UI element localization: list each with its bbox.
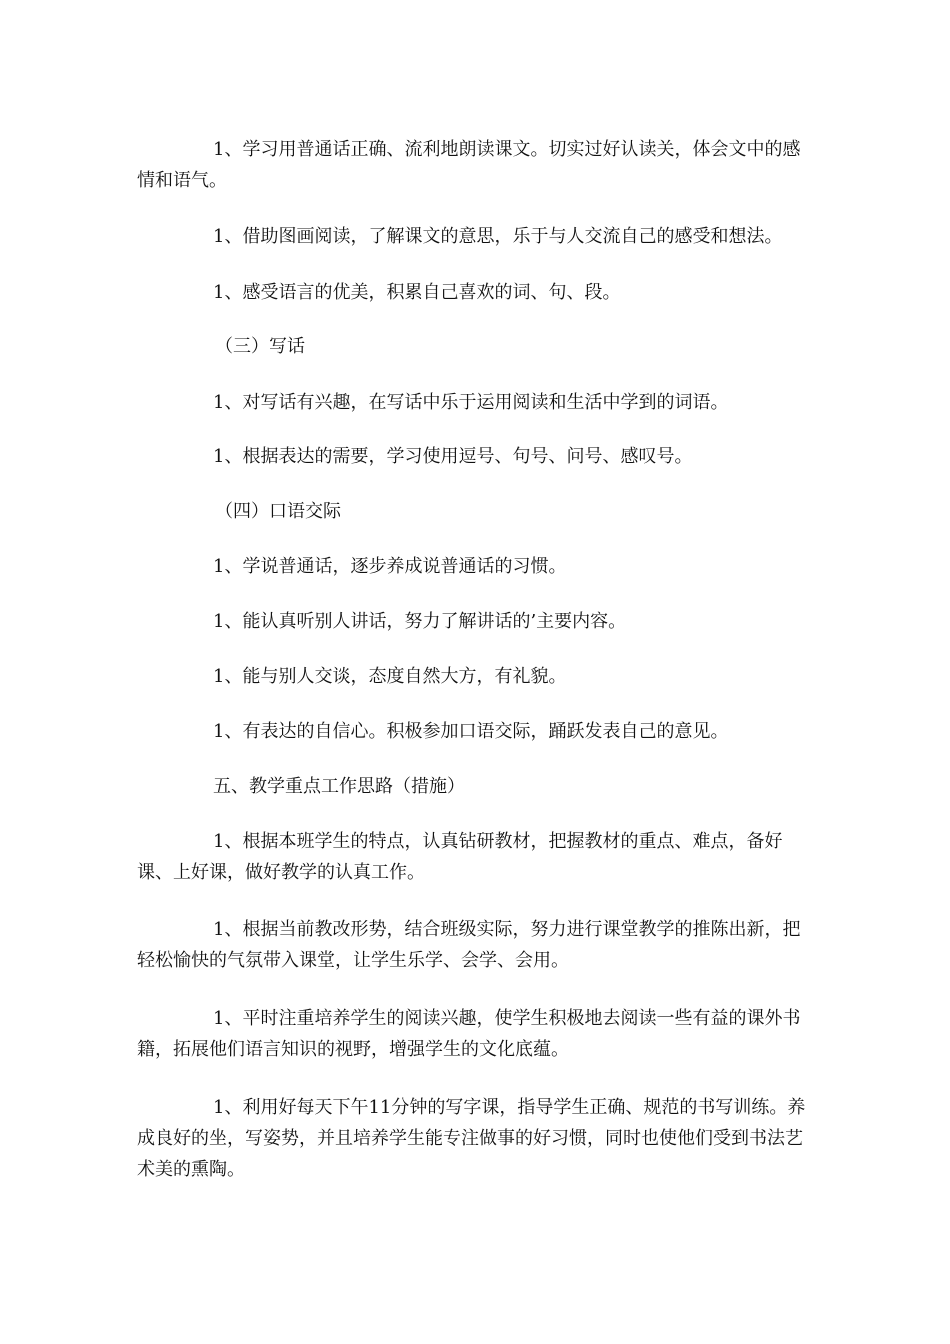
paragraph-writing-interest: 1、对写话有兴趣，在写话中乐于运用阅读和生活中学到的词语。 <box>213 392 729 413</box>
paragraph-writing-class: 1、利用好每天下午11分钟的写字课，指导学生正确、规范的书写训练。养成良好的坐，写姿势，并且培养学生能专注做事的好习惯，同时也使他们受到书法艺术美的熏陶。 <box>137 1097 806 1180</box>
paragraph-listening: 1、能认真听别人讲话，努力了解讲话的’主要内容。 <box>213 611 627 632</box>
paragraph-picture-reading: 1、借助图画阅读，了解课文的意思，乐于与人交流自己的感受和想法。 <box>213 226 783 247</box>
paragraph-study-materials: 1、根据本班学生的特点，认真钻研教材，把握教材的重点、难点，备好课、上好课，做好教学的认真工作。 <box>137 831 783 883</box>
paragraph-language-beauty: 1、感受语言的优美，积累自己喜欢的词、句、段。 <box>213 282 621 303</box>
paragraph-conversation: 1、能与别人交谈，态度自然大方，有礼貌。 <box>213 666 567 687</box>
section-heading-oral-communication: （四）口语交际 <box>215 501 341 522</box>
section-heading-writing: （三）写话 <box>215 336 305 357</box>
paragraph-classroom-innovation: 1、根据当前教改形势，结合班级实际，努力进行课堂教学的推陈出新，把轻松愉快的气氛带入课堂，让学生乐学、会学、会用。 <box>137 919 801 971</box>
paragraph-confidence: 1、有表达的自信心。积极参加口语交际，踊跃发表自己的意见。 <box>213 721 729 742</box>
section-heading-teaching-focus: 五、教学重点工作思路（措施） <box>213 776 465 797</box>
paragraph-mandarin-habit: 1、学说普通话，逐步养成说普通话的习惯。 <box>213 556 567 577</box>
paragraph-reading-interest: 1、平时注重培养学生的阅读兴趣，使学生积极地去阅读一些有益的课外书籍，拓展他们语言知识的视野，增强学生的文化底蕴。 <box>137 1008 801 1060</box>
paragraph-punctuation: 1、根据表达的需要，学习使用逗号、句号、问号、感叹号。 <box>213 446 693 467</box>
paragraph-reading-aloud: 1、学习用普通话正确、流利地朗读课文。切实过好认读关，体会文中的感情和语气。 <box>137 139 801 191</box>
